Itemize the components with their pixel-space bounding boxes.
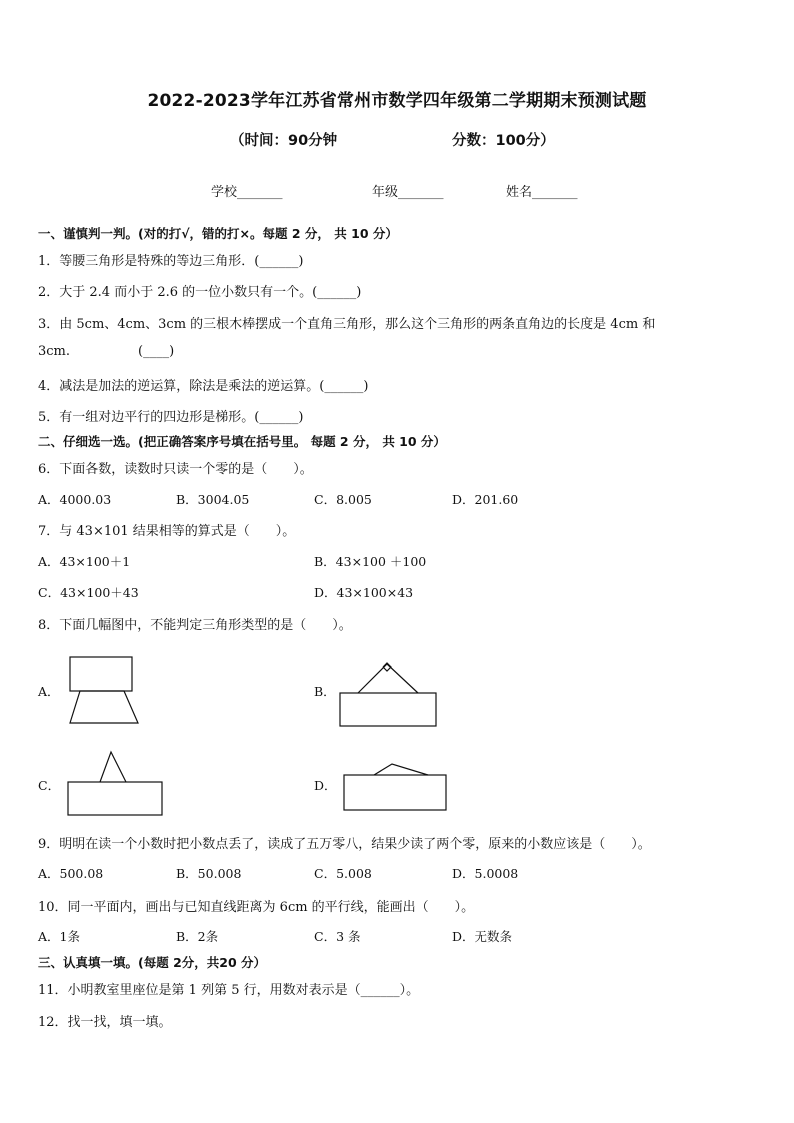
question-4: 4．减法是加法的逆运算，除法是乘法的逆运算。(______) bbox=[38, 379, 369, 394]
figure-b-triangle-sides bbox=[358, 664, 418, 693]
q8-label-c: C． bbox=[38, 778, 61, 793]
q9-option-a: A．500.08 bbox=[38, 866, 104, 881]
figure-c-rectangle bbox=[68, 782, 162, 815]
section-heading-judge: 一、谨慎判一判。(对的打√，错的打×。每题 2 分， 共 10 分） bbox=[38, 226, 398, 241]
q8-figure-a bbox=[60, 652, 150, 732]
q6-option-a: A．4000.03 bbox=[38, 492, 112, 507]
name-field: 姓名_______ bbox=[506, 185, 578, 200]
figure-a-triangle bbox=[70, 691, 138, 723]
question-2: 2．大于 2.4 而小于 2.6 的一位小数只有一个。(______) bbox=[38, 285, 362, 300]
q8-label-a: A． bbox=[38, 684, 60, 699]
section-heading-fill: 三、认真填一填。(每题 2分，共20 分） bbox=[38, 955, 267, 970]
q8-label-b: B． bbox=[314, 684, 336, 699]
q10-option-d: D．无数条 bbox=[452, 929, 513, 944]
question-10: 10．同一平面内，画出与已知直线距离为 6cm 的平行线，能画出（ ）。 bbox=[38, 900, 475, 915]
question-1: 1．等腰三角形是特殊的等边三角形．(______) bbox=[38, 254, 304, 269]
q7-option-d: D．43×100×43 bbox=[314, 585, 414, 600]
q10-option-b: B．2条 bbox=[176, 929, 219, 944]
page-title: 2022-2023学年江苏省常州市数学四年级第二学期期末预测试题 bbox=[147, 91, 647, 111]
section-heading-choose: 二、仔细选一选。(把正确答案序号填在括号里。 每题 2 分， 共 10 分） bbox=[38, 434, 446, 449]
q6-option-c: C．8.005 bbox=[314, 492, 372, 507]
q9-option-b: B．50.008 bbox=[176, 866, 242, 881]
question-5: 5．有一组对边平行的四边形是梯形。(______) bbox=[38, 410, 304, 425]
figure-a-rectangle bbox=[70, 657, 132, 691]
school-field: 学校_______ bbox=[211, 185, 283, 200]
q6-option-d: D．201.60 bbox=[452, 492, 519, 507]
exam-time: （时间：90分钟 bbox=[230, 133, 338, 149]
q7-option-a: A．43×100＋1 bbox=[38, 554, 131, 569]
q8-figure-b bbox=[336, 655, 446, 735]
q8-label-d: D． bbox=[314, 778, 337, 793]
question-7: 7．与 43×101 结果相等的算式是（ ）。 bbox=[38, 524, 296, 539]
q8-figure-c bbox=[60, 747, 170, 822]
figure-d-rectangle bbox=[344, 775, 446, 810]
q10-option-a: A．1条 bbox=[38, 929, 80, 944]
question-3: 3．由 5cm、4cm、3cm 的三根木棒摆成一个直角三角形，那么这个三角形的两条直角边的长度是 4cm 和 bbox=[38, 317, 656, 332]
question-3-continued: 3cm. bbox=[38, 344, 71, 359]
q8-figure-d bbox=[336, 755, 451, 815]
figure-c-triangle-sides bbox=[100, 752, 126, 782]
question-11: 11．小明教室里座位是第 1 列第 5 行，用数对表示是（______）。 bbox=[38, 983, 420, 998]
question-3-blank: (____) bbox=[138, 344, 175, 359]
figure-b-rectangle bbox=[340, 693, 436, 726]
q9-option-d: D．5.0008 bbox=[452, 866, 519, 881]
question-6: 6．下面各数，读数时只读一个零的是（ ）。 bbox=[38, 462, 313, 477]
figure-d-triangle-sides bbox=[374, 764, 428, 775]
q7-option-b: B．43×100 ＋100 bbox=[314, 554, 427, 569]
grade-field: 年级_______ bbox=[372, 185, 444, 200]
question-12: 12．找一找，填一填。 bbox=[38, 1015, 172, 1030]
q9-option-c: C．5.008 bbox=[314, 866, 372, 881]
question-8: 8．下面几幅图中，不能判定三角形类型的是（ ）。 bbox=[38, 618, 352, 633]
question-9: 9．明明在读一个小数时把小数点丢了，读成了五万零八，结果少读了两个零，原来的小数应该是（ ）。 bbox=[38, 837, 651, 852]
exam-score: 分数：100分） bbox=[452, 133, 555, 149]
q6-option-b: B．3004.05 bbox=[176, 492, 250, 507]
q10-option-c: C．3 条 bbox=[314, 929, 361, 944]
q7-option-c: C．43×100＋43 bbox=[38, 585, 139, 600]
